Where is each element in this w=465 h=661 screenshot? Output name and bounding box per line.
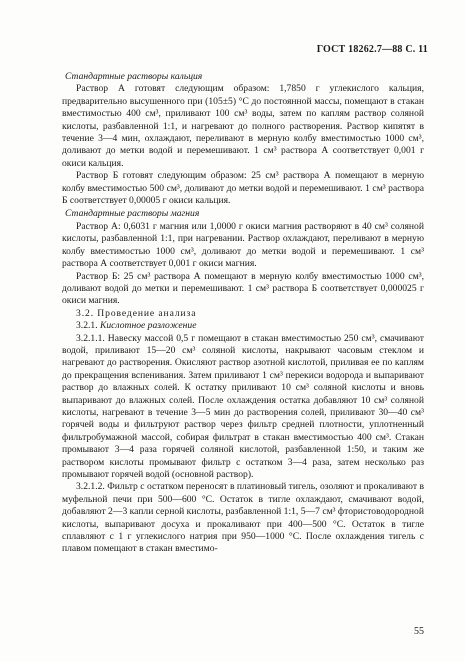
paragraph-calcium-solution-b: Раствор Б готовят следующим образом: 25 см³ раствора А помещают в мерную колбу вместимостью 500 см³, доливают до метки водой и перемешивают. 1 см³ раствора Б соответствует 0,00005 г окиси кальция. (62, 170, 424, 207)
paragraph-3-2-1-1: 3.2.1.1. Навеску массой 0,5 г помещают в стакан вместимостью 250 см³, смачивают водой, приливают 15—20 см³ соляной кислоты, накрывают часовым стеклом и нагревают до растворения. Окисляют раствор азотной кислотой, приливая ее по каплям до прекращения вспенивания. Затем приливают 1 см³ перекиси водорода и выпаривают раствор до влажных солей. К остатку приливают 10 см³ соляной кислоты и вновь выпаривают до влажных солей. После охлаждения остатка добавляют 10 см³ соляной кислоты, нагревают в течение 3—5 мин до растворения солей, приливают 30—40 см³ горячей воды и фильтруют раствор через фильтр средней плотности, уплотненный фильтробумажной массой, собирая фильтрат в стакан вместимостью 400 см³. Стакан промывают 3—4 раза горячей соляной кислотой, разбавленной 1:50, и таким же раствором кислоты промывают фильтр с остатком 3—4 раза, затем несколько раз промывают горячей водой (основной раствор). (62, 332, 424, 480)
running-header: ГОСТ 18262.7—88 С. 11 (316, 44, 428, 55)
paragraph-magnesium-solution-a: Раствор А: 0,6031 г магния или 1,0000 г окиси магния растворяют в 40 см³ соляной кислоты, разбавленной 1:1, при нагревании. Раствор охлаждают, переливают в мерную колбу вместимостью 1000 см³, доливают до метки водой и перемешивают. 1 см³ раствора А соответствует 0,001 г окиси магния. (62, 220, 424, 270)
section-heading-analysis: 3.2. Проведение анализа (76, 307, 197, 319)
subsection-number: 3.2.1. (76, 320, 98, 332)
paragraph-3-2-1-2: 3.2.1.2. Фильтр с остатком переносят в платиновый тигель, озоляют и прокаливают в муфельной печи при 500—600 °С. Остаток в тигле охлаждают, смачивают водой, добавляют 2—3 капли серной кислоты, разбавленной 1:1, 5—7 см³ фтористоводородной кислоты, выпаривают досуха и прокаливают при 400—500 °С. Остаток в тигле сплавляют с 1 г углекислого натрия при 950—1000 °С. После охлаждения тигель с плавом помещают в стакан вместимо- (62, 481, 424, 555)
paragraph-calcium-solution-a: Раствор А готовят следующим образом: 1,7850 г углекислого кальция, предварительно высушенного при (105±5) °С до постоянной массы, помещают в стакан вместимостью 400 см³, приливают 100 см³ воды, затем по каплям раствор соляной кислоты, разбавленной 1:1, и нагревают до полного растворения. Раствор кипятят в течение 3—4 мин, охлаждают, переливают в мерную колбу вместимостью 1000 см³, доливают до метки водой и перемешивают. 1 см³ раствора А соответствует 0,001 г окиси кальция. (62, 83, 424, 169)
subsection-heading-acid-decomposition (62, 320, 424, 332)
subsection-title: Кислотное разложение (100, 320, 197, 332)
paragraph-magnesium-solution-b: Раствор Б: 25 см³ раствора А помещают в мерную колбу вместимостью 1000 см³, доливают водой до метки и перемешивают. 1 см³ раствора Б соответствует 0,000025 г окиси магния. (62, 270, 424, 307)
heading-calcium-solutions: Стандартные растворы кальция (65, 71, 203, 82)
document-body (62, 70, 424, 556)
heading-magnesium-solutions: Стандартные растворы магния (65, 208, 200, 220)
page-number: 55 (414, 626, 424, 637)
